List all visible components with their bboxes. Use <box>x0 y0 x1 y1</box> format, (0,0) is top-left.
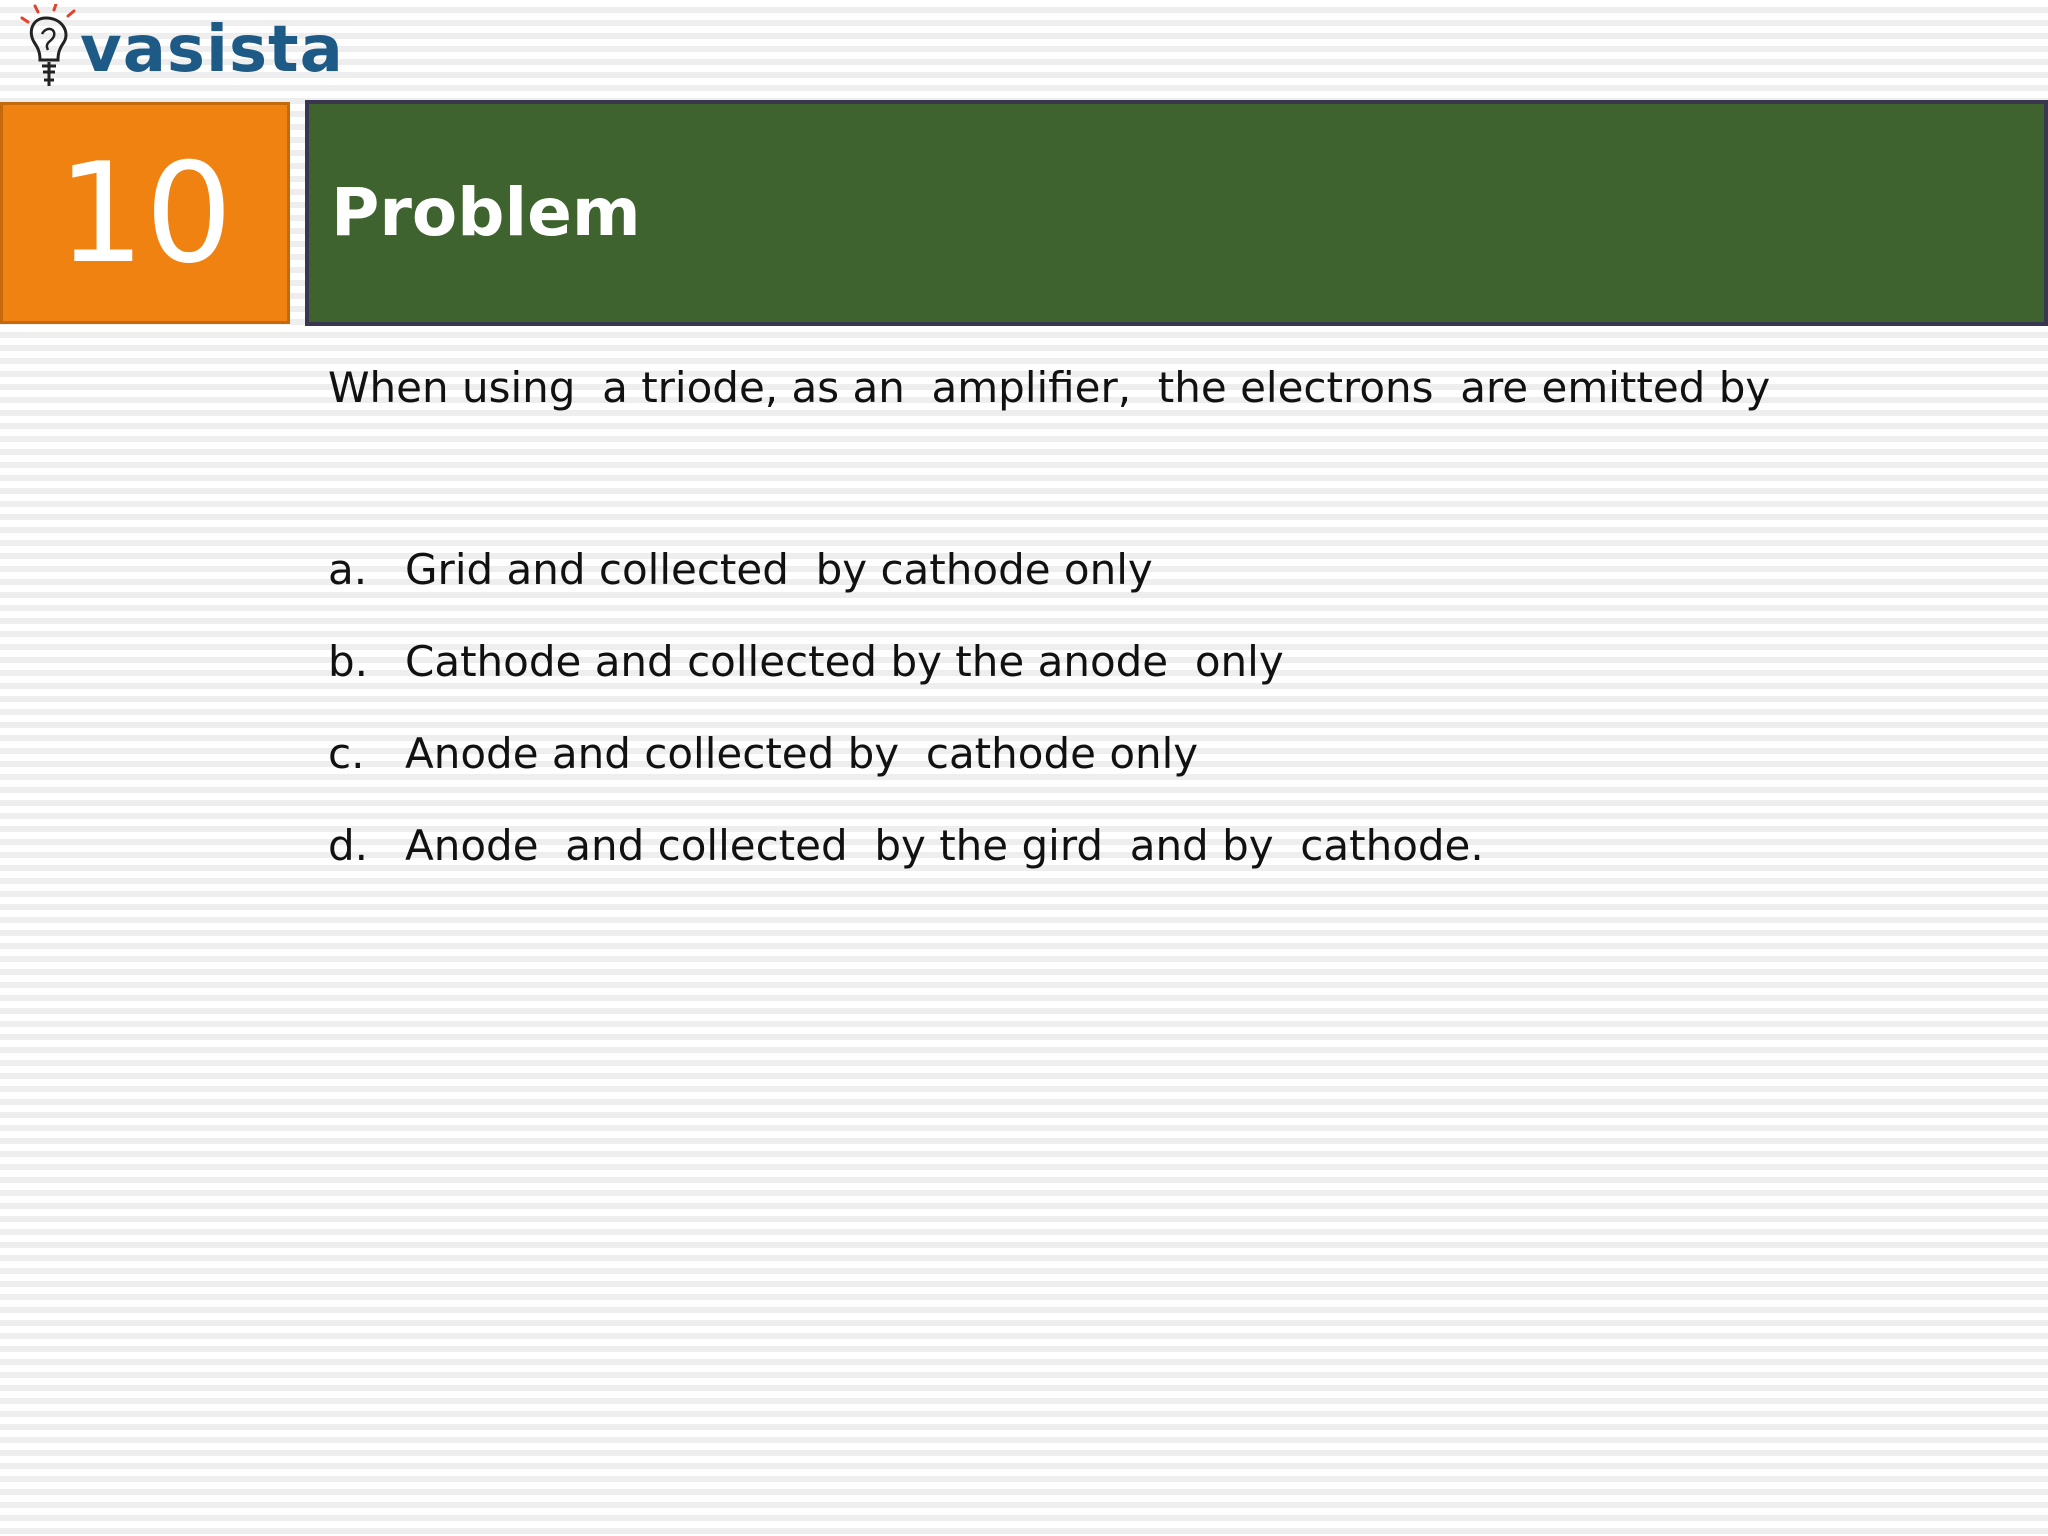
option-letter: d. <box>328 821 369 870</box>
answer-options <box>328 544 1484 912</box>
lightbulb-icon <box>18 4 88 96</box>
option-text: Anode and collected by the gird and by cathode. <box>405 821 1484 870</box>
option-text: Anode and collected by cathode only <box>405 729 1199 778</box>
option-text: Cathode and collected by the anode only <box>405 637 1284 686</box>
vasista-logo <box>18 4 344 96</box>
question-text: When using a triode, as an amplifier, the electrons are emitted by <box>328 363 1771 412</box>
page-title: Problem <box>331 174 641 251</box>
logo-text: vasista <box>80 13 344 87</box>
option-a <box>328 544 1484 636</box>
option-text: Grid and collected by cathode only <box>405 545 1153 594</box>
option-letter: c. <box>328 729 365 778</box>
option-b <box>328 636 1484 728</box>
option-d <box>328 820 1484 912</box>
title-banner <box>305 100 2048 326</box>
slide-number-box <box>0 102 290 324</box>
option-c <box>328 728 1484 820</box>
option-letter: a. <box>328 545 368 594</box>
slide-number: 10 <box>57 133 233 294</box>
option-letter: b. <box>328 637 369 686</box>
